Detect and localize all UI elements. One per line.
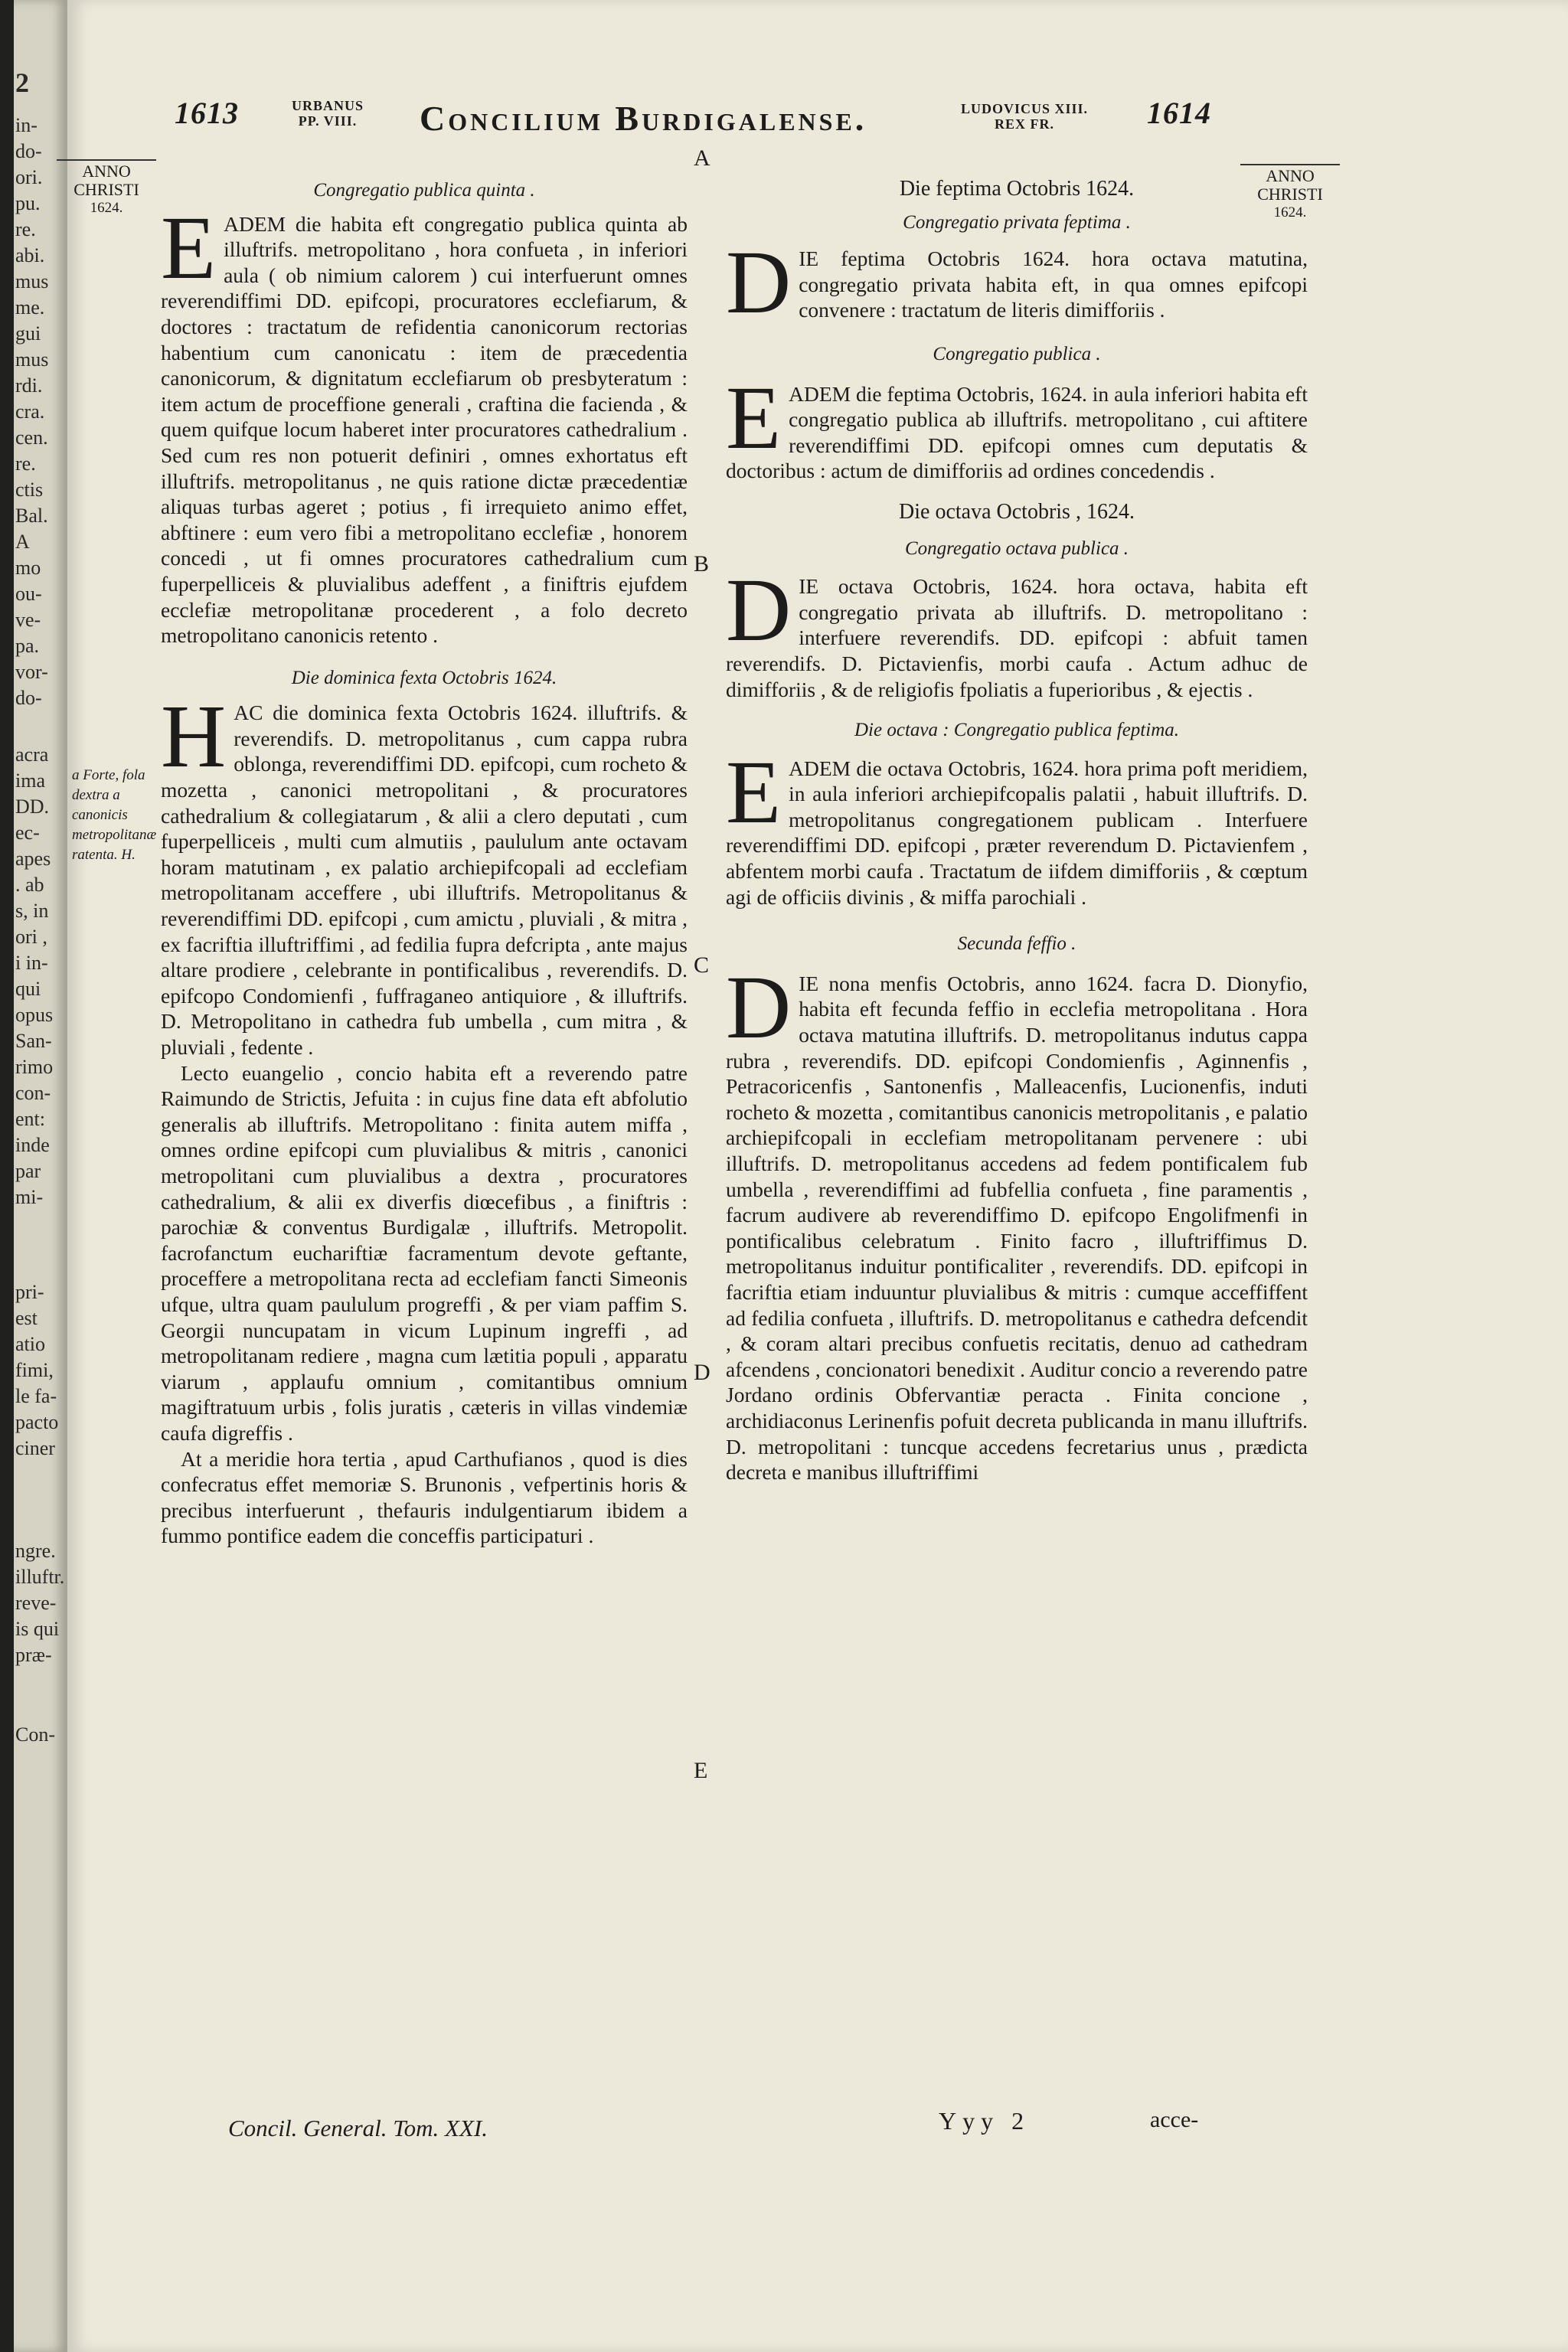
heading-privata-septima: Congregatio privata feptima . [903,211,1131,233]
facing-text-fragment: mus [15,348,49,371]
facing-text-fragment: do- [15,140,42,162]
heading-publica: Congregatio publica . [933,343,1101,364]
anno-label: ANNO [57,159,156,181]
heading-dominica: Die dominica fexta Octobris 1624. [291,667,557,688]
margin-note: a Forte, fola dextra a canonicis metropolitanæ ratenta. H. [72,767,157,863]
book-gutter [0,0,14,2352]
king-label [948,101,1101,132]
facing-text-fragment: ctis [15,479,44,501]
facing-text-fragment: pu. [15,192,41,214]
facing-text-fragment: par [15,1160,41,1182]
dateline: Die feptima Octobris 1624. [899,177,1135,201]
facing-text-fragment: ori , [15,926,47,948]
facing-text-fragment: illuftr. [15,1566,65,1588]
right-column [726,176,1308,1485]
facing-text-fragment: inde [15,1134,50,1156]
facing-text-fragment: ent: [15,1108,45,1130]
facing-text-fragment: . ab [15,874,44,896]
king-title: REX FR. [995,116,1054,132]
paragraph [161,197,688,648]
facing-text-fragment: Con- [15,1723,55,1746]
paragraph-text: ADEM die octava Octobris, 1624. hora prima poft meridiem, in aula inferiori archiepifcopalis palatii , habuit illuftrifs. D. metropolitanus congregationem publicam . Interfuere reverendiffimi DD. epifcopi , præter reverendum D. Pictavienfem , abfentem morbi caufa . Tractatum de iifdem dimifforiis , & cœptum agi de officiis divinis , & miffa parochiali . [726,756,1308,909]
facing-text-fragment: i in- [15,952,48,974]
facing-text-fragment: pacto [15,1411,59,1433]
paragraph [161,686,688,1060]
pope-label [286,98,370,129]
facing-text-fragment: ou- [15,583,42,605]
drop-cap: E [161,197,217,298]
anno-label: ANNO [1240,164,1340,185]
facing-text-fragment: præ- [15,1644,52,1666]
christi-label: CHRISTI [1257,185,1323,204]
facing-text-fragment: s, in [15,900,49,922]
facing-text-fragment: is qui [15,1618,60,1640]
drop-cap: E [726,741,782,842]
section-marker-a: A [694,145,710,171]
christi-label: CHRISTI [74,180,139,199]
left-column [161,178,688,1549]
section-marker-e: E [694,1758,708,1783]
footer-volume: Concil. General. Tom. XXI. [228,2115,488,2141]
section-marker-c: C [694,952,710,978]
paragraph-text: IE feptima Octobris 1624. hora octava matutina, congregatio privata habita eft, in qua omnes epifcopi convenere : tractatum de literis dimifforiis . [799,247,1308,322]
facing-text-fragment: reve- [15,1592,57,1614]
facing-text-fragment: ciner [15,1437,55,1459]
facing-text-fragment: acra [15,743,49,766]
facing-text-fragment: atio [15,1333,45,1355]
facing-text-fragment: abi. [15,244,45,266]
facing-text-fragment: mo [15,557,41,579]
page-year-left: 1613 [175,96,239,130]
king-name: LUDOVICUS XIII. [960,101,1089,116]
dateline: Die octava Octobris , 1624. [899,499,1135,524]
heading-publica-septima: Die octava : Congregatio publica feptima. [854,720,1179,741]
anno-year: 1624. [90,200,123,216]
facing-text-fragment: mus [15,270,49,292]
heading-secunda-sessio: Secunda feffio . [957,933,1076,955]
catchword: acce- [1150,2107,1199,2132]
paragraph-text: IE nona menfis Octobris, anno 1624. facra D. Dionyfio, habita eft fecunda feffio in ecclefia metropolitana . Hora octava matutina illuftrifs. D. metropolitanus indutus cappa rubra , reverendifs. DD. epifcopi Condomienfis , Aginnenfis , Petracoricenfis , Santonenfis , Malleacenfis, Lucionenfis, induti rocheto & mozetta , comitantibus canonicis metropolitanis , e palatio archiepifcopali in ecclefiam metropolitanam pervenere : ubi illuftrifs. D. metropolitanus accedens ad fedem pontificalem fub umbella , reverendiffimi ad fubfellia confueta , fine paramentis , facrum audivere ab reverendiffimo D. epifcopo Engolifmenfi in pontificalibus celebratum . Finito facro , illuftriffimus D. metropolitanus induitur pontificaliter , reverendifs. DD. epifcopi in facriftia etiam induuntur pluvialibus & mitris : cumque acceffiffent ad fedilia confueta , illuftrifs. D. metropolitanus e cathedra defcendit , & coram altari precibus confuetis recitatis, denuo ad cathedram afcendens , concionatori benedixit . Auditur concio a reverendo patre Jordano ordinis Obfervantiæ peracta . Finita concione , archidiaconus Lerinenfis pofuit decreta publicanda in manu illuftrifs. D. metropolitani : tuncque accedens fecretarius unus , prædicta decreta e manibus illuftriffimi [726,971,1308,1485]
paragraph-text: IE octava Octobris, 1624. hora octava, habita eft congregatio privata ab illuftrifs. D. metropolitano : interfuere reverendifs. DD. epifcopi : abfuit tamen reverendifs. D. Pictavienfis, morbi caufa . Actum adhuc de dimifforiis , & de religiofis fpoliatis a fuperioribus , & ejectis . [726,574,1308,701]
facing-text-fragment: ngre. [15,1540,56,1562]
facing-text-fragment: ima [15,769,45,792]
facing-text-fragment: pa. [15,635,40,657]
drop-cap: H [161,686,227,787]
facing-text-fragment: in- [15,114,38,136]
facing-text-fragment: con- [15,1082,51,1104]
facing-text-fragment: do- [15,687,42,709]
facing-text-fragment: rimo [15,1056,54,1078]
section-marker-b: B [694,551,710,577]
paragraph-text: ADEM die habita eft congregatio publica quinta ab illuftrifs. metropolitano , hora confueta , in inferiori aula ( ob nimium calorem ) cui interfuerunt omnes reverendiffimi DD. epifcopi, procuratores ecclefiarum, & doctores : tractatum de refidentia canonicorum rectorias habentium cum canonicatu : item de præcedentia canonicorum, & dignitatum ecclefiarum ob presbyteratum : item actum de proceffione generali , craftina die facienda , & quem quifque locum haberet inter procuratores cathedralium . Sed cum res non potuerit definiri , omnes exhortatus eft illuftrifs. metropolitanus , ne quis ratione dictæ præcedentiæ aliquas turbas ageret ; potius , fi irrequieto animo effet, abftinere : eum vero fibi a metropolitano ecclefiæ , honorem concedi , ut fi omnes procuratores cathedralium cum fuperpelliceis & pluvialibus adeffent , a finiftris ejufdem ecclefiæ metropolitanæ procederent , a folo decreto metropolitano canonicis retento . [161,211,688,648]
facing-text-fragment: re. [15,452,36,475]
heading-octava-publica: Congregatio octava publica . [904,537,1129,559]
facing-text-fragment: DD. [15,795,50,818]
facing-text-fragment: le fa- [15,1385,57,1407]
running-head [67,90,1568,152]
facing-text-fragment: mi- [15,1186,44,1208]
facing-page-number: 2 [15,67,29,98]
paragraph: At a meridie hora tertia , apud Carthufianos , quod is dies confecratus effet memoriæ S. Brunonis , vefpertinis horis & precibus interfuerunt , thefauris indulgentiarum ibidem a fummo pontifice eadem die conceffis participaturi . [161,1446,688,1548]
section-marker-d: D [694,1360,710,1385]
drop-cap: E [726,367,782,468]
paragraph [726,741,1308,910]
facing-page-edge [14,0,67,2352]
paragraph [726,367,1308,484]
facing-text-fragment: qui [15,978,41,1000]
facing-text-fragment: vor- [15,661,48,683]
facing-text-fragment: San- [15,1030,52,1052]
facing-text-fragment: gui [15,322,41,345]
facing-text-fragment: rdi. [15,374,43,397]
drop-cap: D [726,956,792,1057]
facing-text-fragment: ve- [15,609,41,631]
page [67,0,1568,2352]
facing-text-fragment: me. [15,296,45,318]
facing-text-fragment: pri- [15,1281,44,1303]
facing-text-fragment: apes [15,848,51,870]
anno-year: 1624. [1273,204,1307,220]
facing-text-fragment: ec- [15,822,40,844]
heading-congregatio-quinta: Congregatio publica quinta . [313,180,535,201]
drop-cap: D [726,560,792,661]
facing-text-fragment: A [15,531,30,553]
paragraph [726,956,1308,1485]
paragraph-text: ADEM die feptima Octobris, 1624. in aula inferiori habita eft congregatio publica ab illuftrifs. metropolitano , cui aftitere reverendiffimi DD. epifcopi omnes cum deputatis & doctoribus : actum de dimifforiis ad ordines concedendis . [726,381,1308,483]
facing-text-fragment: fimi, [15,1359,54,1381]
facing-text-fragment: cra. [15,400,45,423]
signature-mark: Yyy 2 [939,2107,1031,2135]
facing-text-fragment: ori. [15,166,43,188]
page-year-right: 1614 [1147,96,1211,130]
facing-text-fragment: est [15,1307,38,1329]
paragraph [726,560,1308,702]
pope-number: PP. VIII. [298,113,358,129]
facing-text-fragment: re. [15,218,36,240]
facing-text-fragment: cen. [15,426,48,449]
page-title: Concilium Burdigalense. [420,99,867,138]
facing-text-fragment: opus [15,1004,54,1026]
paragraph [726,232,1308,333]
pope-name: URBANUS [291,98,364,113]
drop-cap: D [726,232,792,333]
paragraph-text: AC die dominica fexta Octobris 1624. illuftrifs. & reverendifs. D. metropolitanus , cum cappa rubra oblonga, reverendiffimi DD. epifcopi, cum rocheto & mozetta , canonici metropolitani , & procuratores cathedralium & collegiatarum , & alii a clero deputati , cum fuperpelliceis , multi cum almutiis , paululum ante octavam horam matutinam , ex palatio archiepifcopali ad ecclefiam metropolitanam acceffere , ubi illuftrifs. Metropolitanus & reverendiffimi DD. epifcopi , cum amictu , pluviali , & mitra , ex facriftia illuftriffimi , ad fedilia fupra defcripta , ante majus altare prodiere , celebrante in pontificalibus , reverendifs. D. epifcopo Condomienfi , fuffraganeo antiquiore , & illuftrifs. D. Metropolitano in cathedra fub umbella , cum mitra , & pluviali , fedente . [161,701,688,1059]
anno-christi-left [57,159,156,217]
facing-text-fragment: Bal. [15,505,48,527]
paragraph: Lecto euangelio , concio habita eft a reverendo patre Raimundo de Strictis, Jefuita : in cujus fine data eft abfolutio generalis ab illuftrifs. Metropolitano : finita autem miffa , omnes ordine epifcopi cum pluvialibus & mitris , canonici metropolitani cum pluvialibus a dextra , procuratores cathedralium, & alii ex diverfis diœcefibus , a finiftris : parochiæ & conventus Burdigalæ , illuftrifs. Metropolit. facrofanctum euchariftiæ facramentum devote geftante, proceffere a metropolitana recta ad ecclefiam fancti Simeonis ufque, ultra quam paululum progreffi , & per viam paffim S. Georgii nuncupatam in vicum Lupinum ingreffi , ad metropolitanam rediere , magna cum lætitia populi , apparatu viarum , applaufu omnium , comitantibus omnium magiftratuum urbis , folis juratis , cæteris in villas vindemiæ caufa digreffis . [161,1060,688,1445]
